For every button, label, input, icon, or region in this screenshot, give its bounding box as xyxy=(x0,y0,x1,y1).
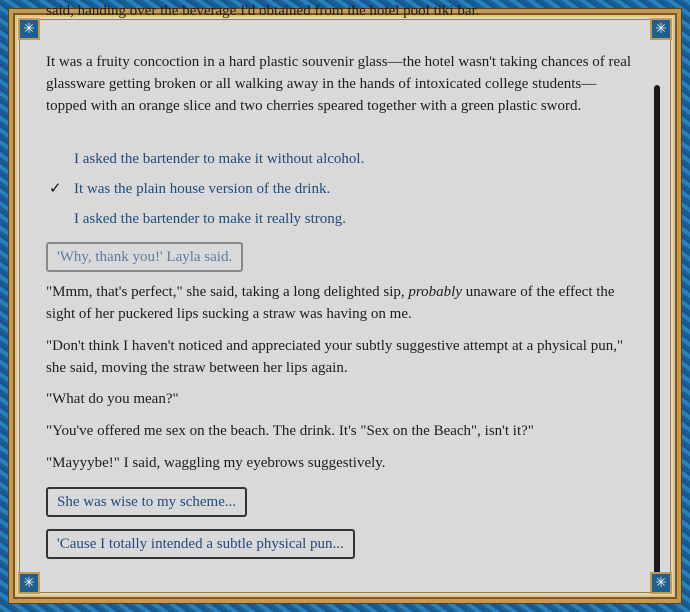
previous-choice-button: 'Why, thank you!' Layla said. xyxy=(46,242,243,272)
option-wise-to-scheme-button[interactable]: She was wise to my scheme... xyxy=(46,487,247,517)
corner-star-icon: ✳ xyxy=(18,572,40,594)
paragraph-perfect xyxy=(46,281,634,325)
paragraph-mayyybe: "Mayyybe!" I said, waggling my eyebrows suggestively. xyxy=(46,455,386,471)
paragraph-drink-description: It was a fruity concoction in a hard plastic souvenir glass—the hotel wasn't taking chances of real glassware getting broken or all walking away in the hands of intoxicated college students—topped with an orange slice and two cherries speared together with a green plastic sword. xyxy=(46,54,632,114)
corner-star-icon: ✳ xyxy=(650,572,672,594)
scrollbar[interactable] xyxy=(654,85,660,588)
paragraph-sex-on-the-beach: "You've offered me sex on the beach. The drink. It's "Sex on the Beach", isn't it?" xyxy=(46,423,534,439)
paragraph-perfect-start: "Mmm, that's perfect," she said, taking a long delighted sip, xyxy=(46,284,409,300)
choice-plain-house-version[interactable]: It was the plain house version of the drink. xyxy=(74,181,331,197)
corner-star-icon: ✳ xyxy=(18,18,40,40)
story-panel xyxy=(9,3,681,603)
paragraph-what-do-you-mean: "What do you mean?" xyxy=(46,391,179,407)
choice-without-alcohol[interactable]: I asked the bartender to make it without alcohol. xyxy=(74,151,365,167)
option-physical-pun-button[interactable]: 'Cause I totally intended a subtle physical pun... xyxy=(46,529,355,559)
checkmark-icon: ✓ xyxy=(49,181,62,197)
paragraph-physical-pun: "Don't think I haven't noticed and appreciated your subtly suggestive attempt at a physical pun," she said, moving the straw between her lips again. xyxy=(46,338,624,376)
emphasis-probably: probably xyxy=(408,284,462,300)
cut-off-line: said, handing over the beverage I'd obtained from the hotel pool tiki bar. xyxy=(46,3,480,19)
paragraph-perfect-end: unaware of the effect the sight of her puckered lips sucking a straw was having on me. xyxy=(46,284,615,322)
choice-really-strong[interactable]: I asked the bartender to make it really strong. xyxy=(74,211,346,227)
corner-star-icon: ✳ xyxy=(650,18,672,40)
